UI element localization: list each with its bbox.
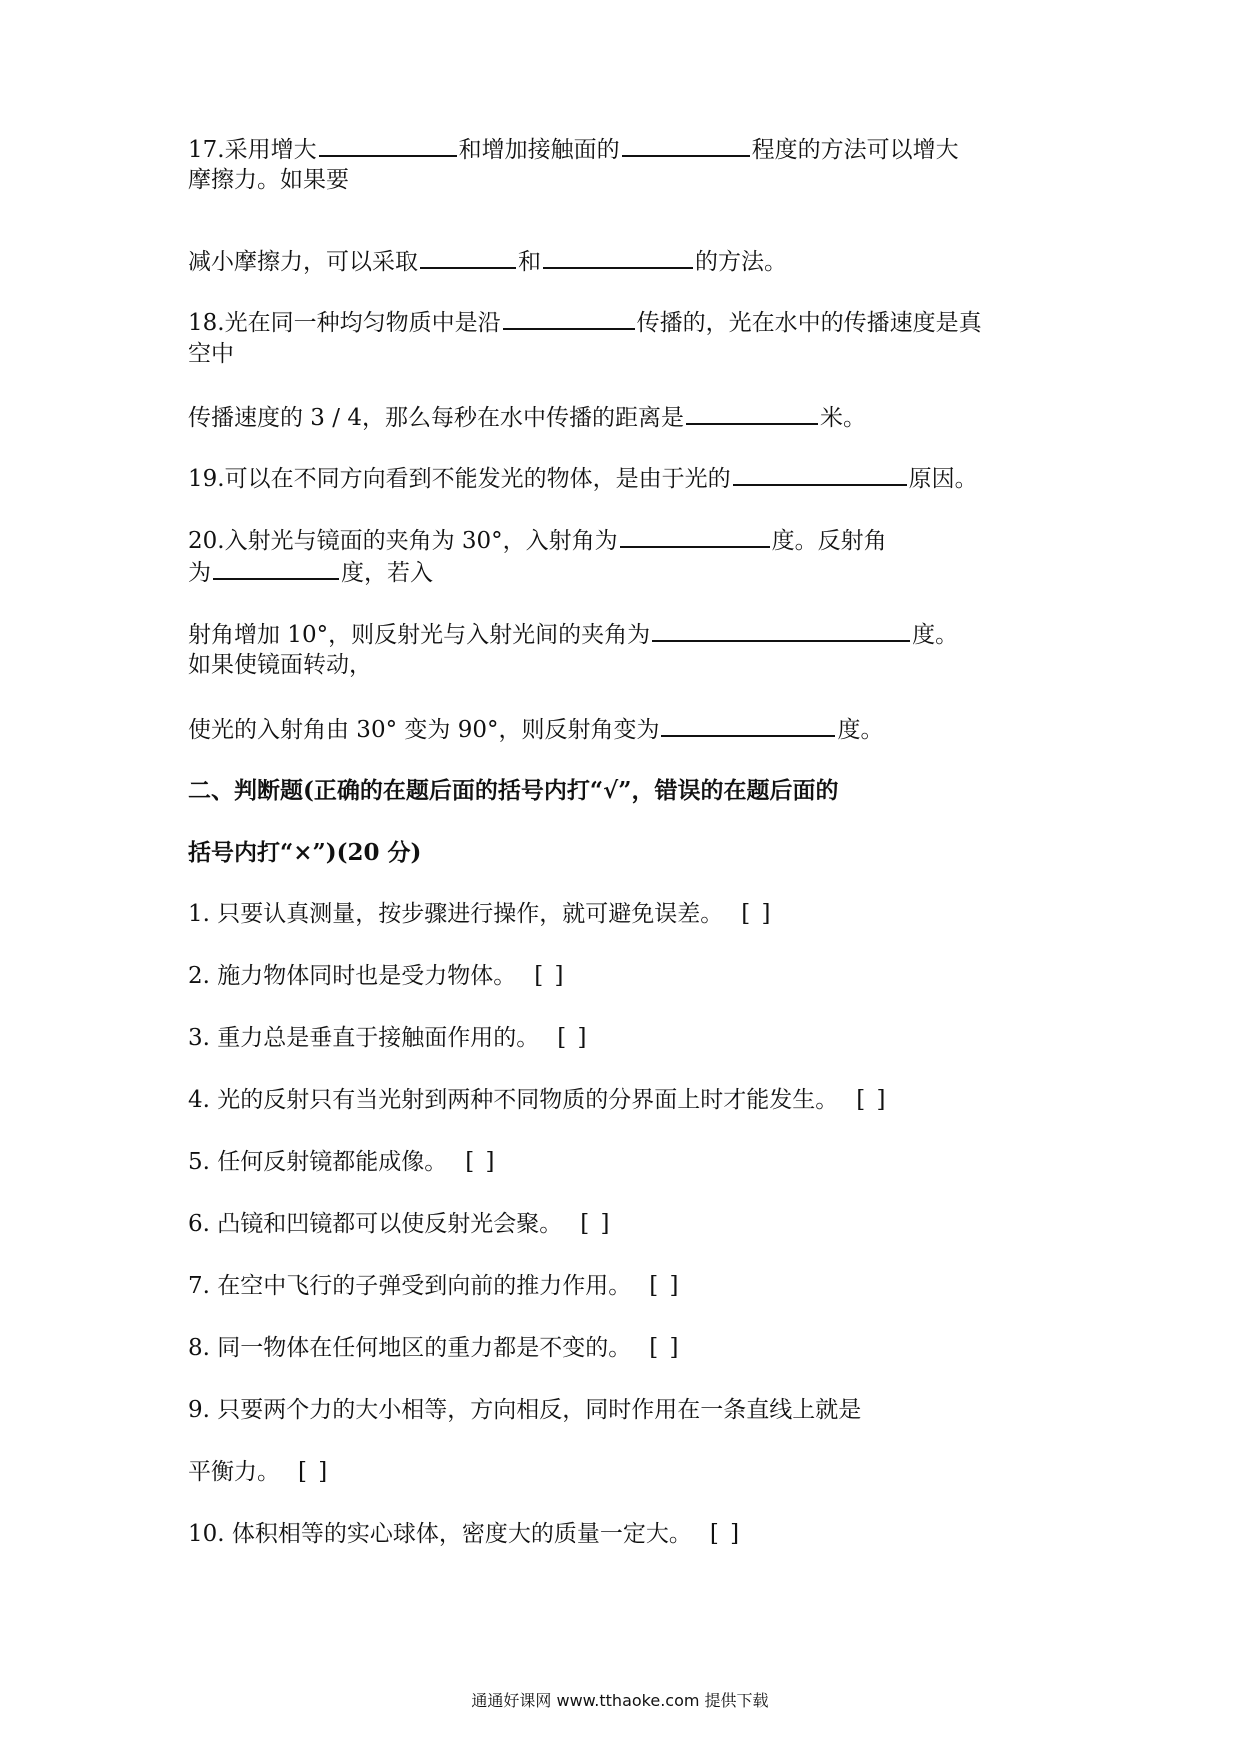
- section-2-title-1: 二、判断题(正确的在题后面的括号内打“√”，错误的在题后面的: [188, 777, 839, 804]
- q20-text-d: 度，若入: [341, 560, 433, 586]
- question-18-line-3: [188, 401, 866, 434]
- q20-text-i: 度。: [837, 717, 884, 743]
- q20-blank-2[interactable]: [213, 556, 339, 580]
- tf-item-1: [188, 898, 773, 930]
- q17-text-c: 程度的方法可以增大: [751, 137, 959, 163]
- q20-text-g: 如果使镜面转动，: [188, 652, 372, 678]
- q19-text-a: 19.可以在不同方向看到不能发光的物体，是由于光的: [188, 466, 731, 492]
- tf-item-6: [188, 1208, 612, 1240]
- q18-text-d: 传播速度的 3 / 4，那么每秒在水中传播的距离是: [188, 405, 684, 431]
- q18-text-e: 米。: [819, 405, 866, 431]
- q18-text-c: 空中: [188, 341, 234, 367]
- q17-text-e: 减小摩擦力，可以采取: [188, 249, 418, 275]
- q18-blank-2[interactable]: [686, 401, 818, 425]
- question-20-line-3: [188, 618, 958, 651]
- tf-item-10-text: 10. 体积相等的实心球体，密度大的质量一定大。: [188, 1521, 692, 1547]
- tf-item-3: [188, 1022, 589, 1054]
- tf-item-1-bracket[interactable]: [ ]: [741, 901, 773, 927]
- q17-text-d: 摩擦力。如果要: [188, 167, 349, 193]
- q17-blank-4[interactable]: [543, 245, 693, 269]
- q20-blank-1[interactable]: [620, 524, 770, 548]
- question-19-line-1: [188, 462, 978, 495]
- question-18-line-1: [188, 306, 982, 339]
- q18-blank-1[interactable]: [503, 306, 635, 330]
- q18-text-a: 18.光在同一种均匀物质中是沿: [188, 310, 501, 336]
- question-20-line-5: [188, 713, 883, 746]
- tf-item-9-continued: [188, 1456, 329, 1488]
- q20-text-h: 使光的入射角由 30° 变为 90°，则反射角变为: [188, 717, 660, 743]
- tf-item-2-bracket[interactable]: [ ]: [534, 963, 566, 989]
- tf-item-4-bracket[interactable]: [ ]: [856, 1087, 888, 1113]
- q20-blank-3[interactable]: [652, 618, 910, 642]
- tf-item-9-bracket[interactable]: [ ]: [298, 1459, 330, 1485]
- q17-blank-1[interactable]: [319, 133, 457, 157]
- tf-item-4-text: 4. 光的反射只有当光射到两种不同物质的分界面上时才能发生。: [188, 1087, 839, 1113]
- tf-item-9-text-continued: 平衡力。: [188, 1459, 280, 1485]
- question-20-line-2: [188, 556, 433, 589]
- tf-item-9-text: 9. 只要两个力的大小相等，方向相反，同时作用在一条直线上就是: [188, 1397, 862, 1423]
- question-18-line-2: [188, 338, 234, 370]
- q20-text-e: 射角增加 10°，则反射光与入射光间的夹角为: [188, 622, 651, 648]
- tf-item-6-text: 6. 凸镜和凹镜都可以使反射光会聚。: [188, 1211, 563, 1237]
- q18-text-b: 传播的，光在水中的传播速度是真: [636, 310, 982, 336]
- question-20-line-4: [188, 649, 372, 681]
- q19-blank-1[interactable]: [733, 462, 907, 486]
- q20-text-a: 20.入射光与镜面的夹角为 30°，入射角为: [188, 528, 618, 554]
- tf-item-10-bracket[interactable]: [ ]: [709, 1521, 742, 1547]
- tf-item-3-text: 3. 重力总是垂直于接触面作用的。: [188, 1025, 540, 1051]
- question-17-line-2: [188, 164, 349, 196]
- q19-text-b: 原因。: [908, 466, 978, 492]
- tf-item-10: [188, 1518, 741, 1550]
- q20-text-c: 为: [188, 560, 211, 586]
- q20-blank-4[interactable]: [661, 713, 835, 737]
- q17-text-f: 和: [518, 249, 541, 275]
- section-2-title-line-2: [188, 837, 421, 869]
- tf-item-6-bracket[interactable]: [ ]: [580, 1211, 612, 1237]
- tf-item-9: [188, 1394, 861, 1426]
- tf-item-7-text: 7. 在空中飞行的子弹受到向前的推力作用。: [188, 1273, 632, 1299]
- tf-item-7-bracket[interactable]: [ ]: [649, 1273, 681, 1299]
- q17-blank-3[interactable]: [420, 245, 516, 269]
- tf-item-8: [188, 1332, 681, 1364]
- tf-item-5-bracket[interactable]: [ ]: [465, 1149, 497, 1175]
- question-17-line-1: [188, 133, 959, 166]
- tf-item-1-text: 1. 只要认真测量，按步骤进行操作，就可避免误差。: [188, 901, 724, 927]
- section-2-title-line-1: [188, 775, 838, 807]
- tf-item-8-text: 8. 同一物体在任何地区的重力都是不变的。: [188, 1335, 632, 1361]
- page-footer: 通通好课网 www.tthaoke.com 提供下载: [471, 1691, 769, 1710]
- tf-item-2: [188, 960, 566, 992]
- tf-item-4: [188, 1084, 888, 1116]
- tf-item-5: [188, 1146, 497, 1178]
- tf-item-3-bracket[interactable]: [ ]: [557, 1025, 589, 1051]
- tf-item-2-text: 2. 施力物体同时也是受力物体。: [188, 963, 517, 989]
- q17-text-b: 和增加接触面的: [458, 137, 620, 163]
- section-2-title-2: 括号内打“×”)(20 分): [188, 839, 422, 866]
- q20-text-b: 度。反射角: [771, 528, 887, 554]
- q17-blank-2[interactable]: [622, 133, 750, 157]
- tf-item-7: [188, 1270, 681, 1302]
- q17-text-a: 17.采用增大: [188, 137, 317, 163]
- question-17-line-3: [188, 245, 787, 278]
- tf-item-5-text: 5. 任何反射镜都能成像。: [188, 1149, 448, 1175]
- q17-text-g: 的方法。: [695, 249, 787, 275]
- question-20-line-1: [188, 524, 887, 557]
- q20-text-f: 度。: [912, 622, 959, 648]
- tf-item-8-bracket[interactable]: [ ]: [649, 1335, 681, 1361]
